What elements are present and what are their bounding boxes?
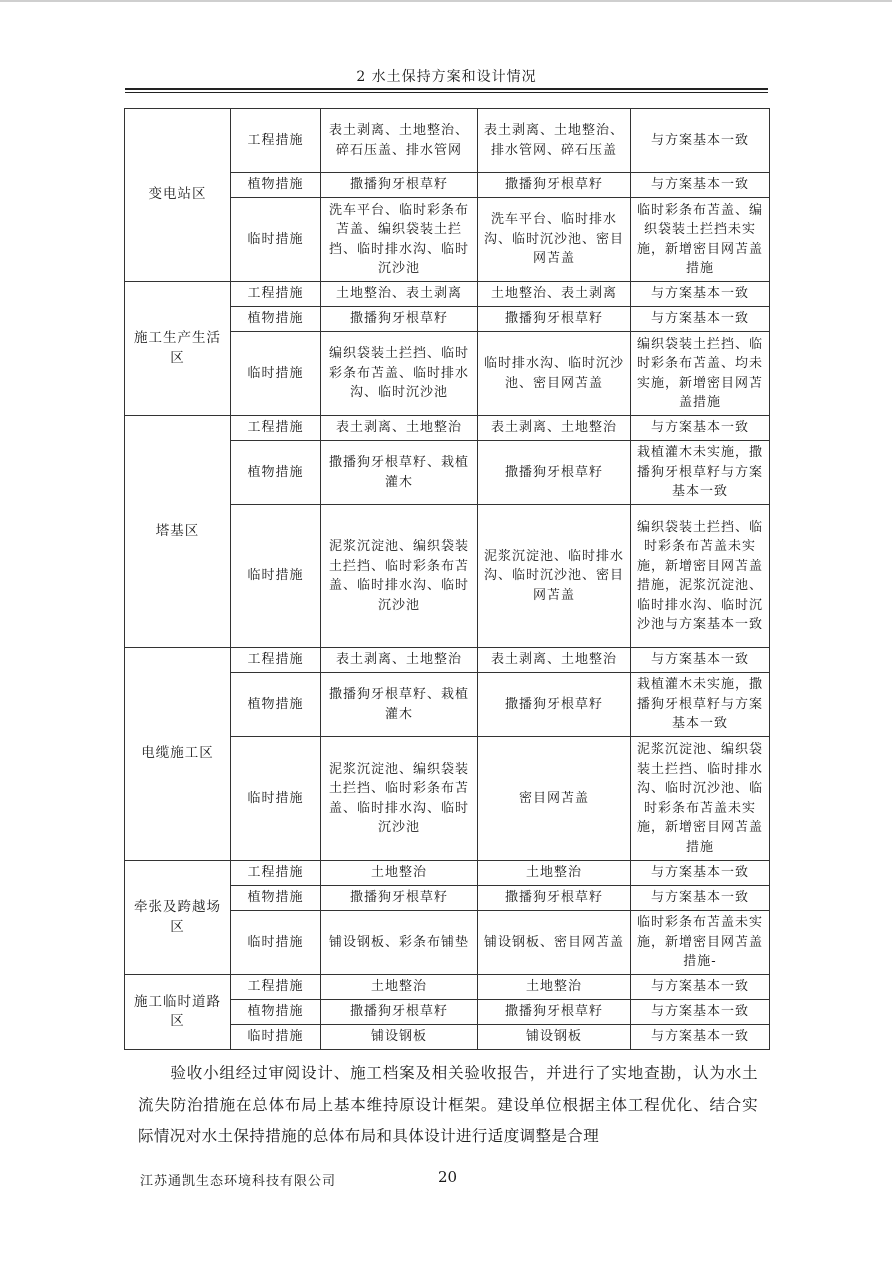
comparison-cell: 与方案基本一致 — [631, 416, 770, 441]
measure-type-cell: 临时措施 — [231, 198, 321, 282]
comparison-cell: 与方案基本一致 — [631, 173, 770, 198]
table-row — [125, 109, 770, 173]
area-cell: 电缆施工区 — [125, 648, 231, 861]
plan-measure-cell: 土地整治 — [321, 861, 478, 886]
area-cell: 施工生产生活区 — [125, 282, 231, 416]
actual-measure-cell: 表土剥离、土地整治、排水管网、碎石压盖 — [478, 109, 631, 173]
comparison-cell: 与方案基本一致 — [631, 975, 770, 1000]
area-cell: 变电站区 — [125, 109, 231, 282]
plan-measure-cell: 表土剥离、土地整治 — [321, 416, 478, 441]
comparison-cell: 与方案基本一致 — [631, 109, 770, 173]
page-top-edge — [0, 0, 892, 2]
measure-type-cell: 植物措施 — [231, 886, 321, 911]
comparison-cell: 编织袋装土拦挡、临时彩条布苫盖未实施，新增密目网苫盖措施，泥浆沉淀池、临时排水沟、临时沉沙池与方案基本一致 — [631, 505, 770, 648]
plan-measure-cell: 撒播狗牙根草籽 — [321, 886, 478, 911]
measure-type-cell: 工程措施 — [231, 416, 321, 441]
comparison-cell: 与方案基本一致 — [631, 282, 770, 307]
plan-measure-cell: 撒播狗牙根草籽、栽植灌木 — [321, 441, 478, 505]
comparison-cell: 编织袋装土拦挡、临时彩条布苫盖、均未实施，新增密目网苫盖措施 — [631, 332, 770, 416]
measure-type-cell: 临时措施 — [231, 505, 321, 648]
plan-measure-cell: 撒播狗牙根草籽 — [321, 307, 478, 332]
actual-measure-cell: 土地整治、表土剥离 — [478, 282, 631, 307]
plan-measure-cell: 表土剥离、土地整治 — [321, 648, 478, 673]
measure-type-cell: 工程措施 — [231, 861, 321, 886]
actual-measure-cell: 铺设钢板、密目网苫盖 — [478, 911, 631, 975]
area-cell: 牵张及跨越场区 — [125, 861, 231, 975]
plan-measure-cell: 铺设钢板 — [321, 1025, 478, 1050]
comparison-cell: 临时彩条布苫盖未实施，新增密目网苫盖措施- — [631, 911, 770, 975]
measure-type-cell: 工程措施 — [231, 975, 321, 1000]
comparison-cell: 与方案基本一致 — [631, 861, 770, 886]
measure-type-cell: 植物措施 — [231, 1000, 321, 1025]
measure-type-cell: 临时措施 — [231, 1025, 321, 1050]
measure-type-cell: 工程措施 — [231, 282, 321, 307]
actual-measure-cell: 撒播狗牙根草籽 — [478, 173, 631, 198]
actual-measure-cell: 泥浆沉淀池、临时排水沟、临时沉沙池、密目网苫盖 — [478, 505, 631, 648]
body-paragraph-text: 验收小组经过审阅设计、施工档案及相关验收报告，并进行了实地查勘，认为水土流失防治措施在总体布局上基本维持原设计框架。建设单位根据主体工程优化、结合实际情况对水土保持措施的总体布局和具体设计进行适度调整是合理 — [138, 1064, 758, 1145]
actual-measure-cell: 表土剥离、土地整治 — [478, 648, 631, 673]
measure-type-cell: 临时措施 — [231, 911, 321, 975]
measure-type-cell: 工程措施 — [231, 648, 321, 673]
measure-type-cell: 临时措施 — [231, 737, 321, 861]
area-cell: 塔基区 — [125, 416, 231, 648]
actual-measure-cell: 洗车平台、临时排水沟、临时沉沙池、密目网苫盖 — [478, 198, 631, 282]
plan-measure-cell: 土地整治 — [321, 975, 478, 1000]
measure-type-cell: 植物措施 — [231, 673, 321, 737]
measures-comparison-table — [124, 108, 770, 1050]
comparison-cell: 与方案基本一致 — [631, 1025, 770, 1050]
actual-measure-cell: 撒播狗牙根草籽 — [478, 1000, 631, 1025]
body-paragraph — [138, 1058, 758, 1153]
plan-measure-cell: 编织袋装土拦挡、临时彩条布苫盖、临时排水沟、临时沉沙池 — [321, 332, 478, 416]
actual-measure-cell: 土地整治 — [478, 975, 631, 1000]
plan-measure-cell: 撒播狗牙根草籽 — [321, 173, 478, 198]
comparison-cell: 与方案基本一致 — [631, 886, 770, 911]
comparison-cell: 泥浆沉淀池、编织袋装土拦挡、临时排水沟、临时沉沙池、临时彩条布苫盖未实施，新增密目网苫盖措施 — [631, 737, 770, 861]
actual-measure-cell: 撒播狗牙根草籽 — [478, 307, 631, 332]
comparison-cell: 临时彩条布苫盖、编织袋装土拦挡未实施，新增密目网苫盖措施 — [631, 198, 770, 282]
comparison-cell: 栽植灌木未实施，撒播狗牙根草籽与方案基本一致 — [631, 673, 770, 737]
comparison-cell: 与方案基本一致 — [631, 648, 770, 673]
actual-measure-cell: 撒播狗牙根草籽 — [478, 673, 631, 737]
actual-measure-cell: 表土剥离、土地整治 — [478, 416, 631, 441]
measure-type-cell: 临时措施 — [231, 332, 321, 416]
header-rule-thin — [125, 92, 768, 93]
actual-measure-cell: 密目网苫盖 — [478, 737, 631, 861]
page-number: 20 — [438, 1168, 458, 1186]
actual-measure-cell: 临时排水沟、临时沉沙池、密目网苫盖 — [478, 332, 631, 416]
page-header-title: 2 水土保持方案和设计情况 — [356, 69, 537, 85]
table-row — [125, 416, 770, 441]
plan-measure-cell: 表土剥离、土地整治、碎石压盖、排水管网 — [321, 109, 478, 173]
area-cell: 施工临时道路区 — [125, 975, 231, 1050]
measure-type-cell: 工程措施 — [231, 109, 321, 173]
measure-type-cell: 植物措施 — [231, 441, 321, 505]
actual-measure-cell: 撒播狗牙根草籽 — [478, 441, 631, 505]
table-row — [125, 282, 770, 307]
table-row — [125, 648, 770, 673]
plan-measure-cell: 土地整治、表土剥离 — [321, 282, 478, 307]
comparison-cell: 与方案基本一致 — [631, 1000, 770, 1025]
plan-measure-cell: 泥浆沉淀池、编织袋装土拦挡、临时彩条布苫盖、临时排水沟、临时沉沙池 — [321, 737, 478, 861]
measure-type-cell: 植物措施 — [231, 173, 321, 198]
footer-company-name: 江苏通凯生态环境科技有限公司 — [140, 1174, 337, 1189]
actual-measure-cell: 土地整治 — [478, 861, 631, 886]
plan-measure-cell: 撒播狗牙根草籽、栽植灌木 — [321, 673, 478, 737]
plan-measure-cell: 撒播狗牙根草籽 — [321, 1000, 478, 1025]
comparison-cell: 与方案基本一致 — [631, 307, 770, 332]
comparison-cell: 栽植灌木未实施，撒播狗牙根草籽与方案基本一致 — [631, 441, 770, 505]
plan-measure-cell: 洗车平台、临时彩条布苫盖、编织袋装土拦挡、临时排水沟、临时沉沙池 — [321, 198, 478, 282]
actual-measure-cell: 撒播狗牙根草籽 — [478, 886, 631, 911]
table-row — [125, 861, 770, 886]
plan-measure-cell: 铺设钢板、彩条布铺垫 — [321, 911, 478, 975]
header-rule-thick — [125, 88, 768, 90]
table-row — [125, 975, 770, 1000]
actual-measure-cell: 铺设钢板 — [478, 1025, 631, 1050]
measure-type-cell: 植物措施 — [231, 307, 321, 332]
plan-measure-cell: 泥浆沉淀池、编织袋装土拦挡、临时彩条布苫盖、临时排水沟、临时沉沙池 — [321, 505, 478, 648]
